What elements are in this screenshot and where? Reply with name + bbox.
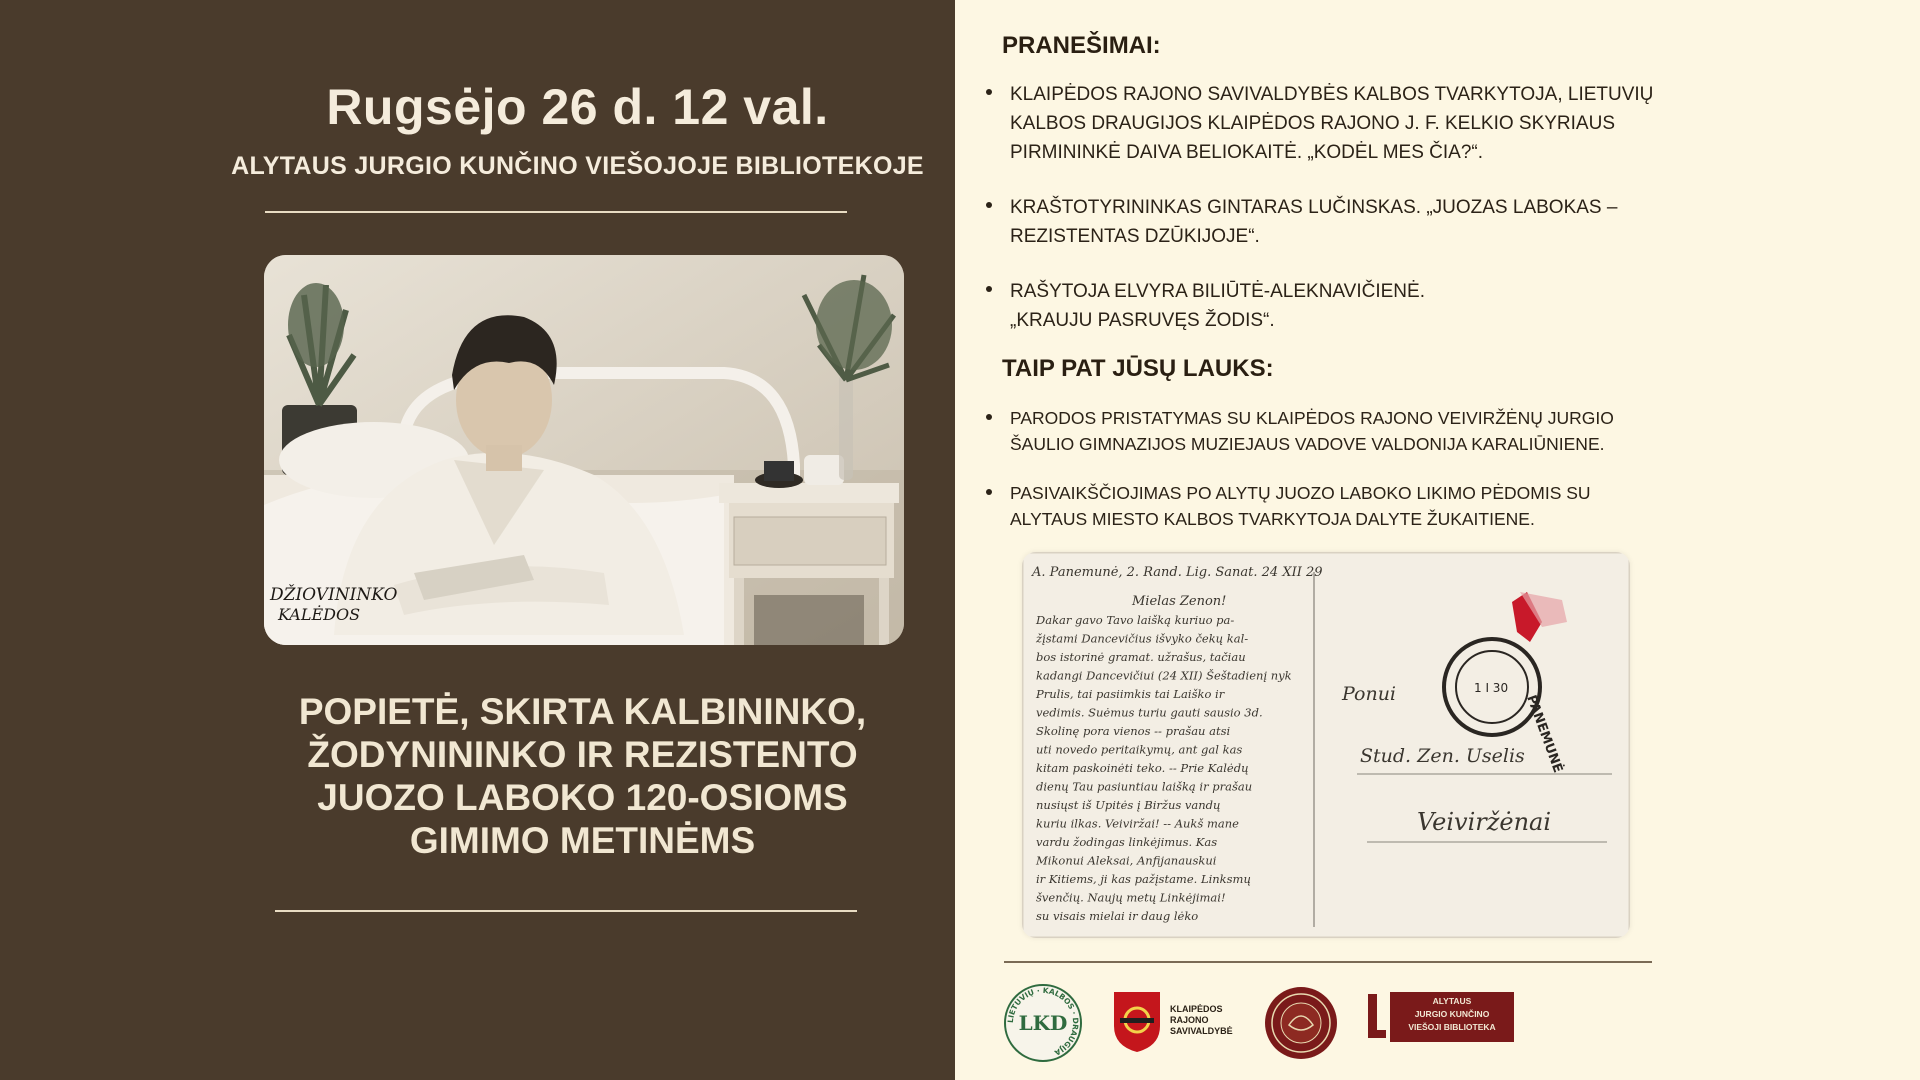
library-logo-line: JURGIO KUNČINO (1414, 1009, 1490, 1019)
photo-caption-line-2: KALĖDOS (278, 605, 361, 624)
historical-photo (264, 255, 904, 645)
list-item-line: PIRMININKĖ DAIVA BELIOKAITĖ. „KODĖL MES ČIA?“. (1010, 142, 1484, 163)
divider-right (1004, 961, 1652, 963)
divider-top (265, 211, 847, 213)
postcard-address-place: Veiviržėnai (1417, 808, 1552, 836)
postcard-body-line: Dakar gavo Tavo laišką kuriuo pa- (1036, 613, 1235, 627)
postcard-body-line: kadangi Dancevičiui (24 XII) Šeštadienį nyk (1036, 668, 1292, 683)
event-venue: ALYTAUS JURGIO KUNČINO VIEŠOJOJE BIBLIOTEKOJE (231, 152, 924, 180)
postcard-body-line: Skolinę pora vienos -- prašau atsi (1036, 724, 1231, 738)
lkd-center-text: LKD (1018, 1011, 1068, 1035)
postcard-header: A. Panemunė, 2. Rand. Lig. Sanat. 24 XII 29 (1032, 565, 1323, 580)
list-item-line: PASIVAIKŠČIOJIMAS PO ALYTŲ JUOZO LABOKO LIKIMO PĖDOMIS SU (1010, 483, 1591, 503)
list-item-line: KLAIPĖDOS RAJONO SAVIVALDYBĖS KALBOS TVARKYTOJA, LIETUVIŲ (1010, 84, 1654, 105)
postcard-body-line: žįstami Dancevičius išvyko čekų kal- (1036, 631, 1249, 646)
list-item-line: KALBOS DRAUGIJOS KLAIPĖDOS RAJONO J. F. KELKIO SKYRIAUS (1010, 113, 1616, 134)
list-item (984, 277, 1704, 335)
postcard-body-line: Mikonui Aleksai, Anfijanauskui (1036, 853, 1217, 868)
event-title-line: GIMIMO METINĖMS (409, 820, 756, 861)
postcard-body-line: dienų Tau pasiuntiau laišką ir prašau (1036, 779, 1253, 794)
event-title (250, 690, 915, 862)
postcard-image (1022, 552, 1630, 938)
postcard-greeting: Mielas Zenon! (1132, 594, 1227, 609)
list-item-line: REZISTENTAS DZŪKIJOJE“. (1010, 226, 1260, 247)
list-item-line: „KRAUJU PASRUVĘS ŽODIS“. (1010, 310, 1275, 331)
postcard-body-line: ir Kitiems, ji kas pažįstame. Linksmų (1036, 872, 1251, 886)
library-logo-line: VIEŠOJI BIBLIOTEKA (1408, 1022, 1496, 1032)
photo-illustration (264, 255, 904, 645)
postcard-address-name: Stud. Zen. Uselis (1360, 745, 1525, 767)
postcard-body-line: su visais mielai ir daug lėko (1036, 909, 1199, 923)
klaipeda-logo-line: KLAIPĖDOS (1170, 1004, 1223, 1014)
list-item (984, 405, 1704, 457)
event-title-line: JUOZO LABOKO 120-OSIOMS (317, 777, 848, 818)
klaipeda-logo-line: SAVIVALDYBĖ (1170, 1026, 1233, 1036)
postcard-address-to: Ponui (1342, 683, 1397, 705)
postcard-body-line: kuriu ilkas. Veiviržai! -- Aukš mane (1036, 816, 1239, 831)
list-item-line: ALYTAUS MIESTO KALBOS TVARKYTOJA DALYTE ŽUKAITIENE. (1010, 509, 1535, 529)
list-item (984, 193, 1704, 251)
postcard-body-line: bos istorinė gramat. užrašus, tačiau (1036, 650, 1246, 664)
klaipeda-logo (1112, 990, 1242, 1060)
also-list (984, 405, 1704, 555)
postcard-body-line: vedimis. Suėmus turiu gauti sausio 3d. (1036, 705, 1263, 720)
talks-list (984, 80, 1704, 361)
postcard-body-line: nusiųst iš Upitės į Biržus vandų (1036, 798, 1221, 812)
also-heading: TAIP PAT JŪSŲ LAUKS: (1002, 355, 1274, 382)
postcard-illustration (1022, 552, 1630, 938)
postmark-date: 1 I 30 (1474, 681, 1509, 695)
talks-heading: PRANEŠIMAI: (1002, 32, 1161, 59)
postcard-body-line: Prulis, tai pasiimkis tai Laiško ir (1036, 687, 1225, 701)
list-item-line: ŠAULIO GIMNAZIJOS MUZIEJAUS VADOVE VALDONIJA KARALIŪNIENE. (1010, 434, 1605, 454)
divider-bottom (275, 910, 857, 912)
list-item (984, 80, 1704, 167)
klaipeda-logo-line: RAJONO (1170, 1015, 1209, 1025)
lkd-logo (1002, 982, 1084, 1069)
event-title-line: POPIETĖ, SKIRTA KALBININKO, (298, 691, 867, 732)
event-title-line: ŽODYNININKO IR REZISTENTO (307, 734, 858, 775)
list-item-line: KRAŠTOTYRININKAS GINTARAS LUČINSKAS. „JUOZAS LABOKAS – (1010, 197, 1618, 218)
library-logo-line: ALYTAUS (1432, 996, 1472, 1006)
postcard-body-line: uti novedo peritaikymų, ant gal kas (1036, 742, 1243, 757)
postcard-body-line: kitam paskoinėti teko. -- Prie Kalėdų (1036, 761, 1249, 775)
seal-logo (1263, 985, 1339, 1066)
event-date: Rugsėjo 26 d. 12 val. (326, 79, 829, 135)
library-logo (1366, 990, 1514, 1046)
list-item (984, 480, 1704, 532)
postcard-body-line: švenčių. Naujų metų Linkėjimai! (1036, 890, 1226, 905)
photo-caption-line-1: DŽIOVININKO (270, 585, 398, 605)
list-item-line: RAŠYTOJA ELVYRA BILIŪTĖ-ALEKNAVIČIENĖ. (1010, 281, 1425, 302)
lkd-ring-text: LIETUVIŲ · KALBOS · DRAUGIJA (1005, 985, 1081, 1058)
list-item-line: PARODOS PRISTATYMAS SU KLAIPĖDOS RAJONO VEIVIRŽĖNŲ JURGIO (1010, 408, 1614, 428)
postcard-body-line: vardu žodingas linkėjimus. Kas (1036, 835, 1218, 849)
postmark-text: PANEMUNĖ (1523, 693, 1566, 775)
